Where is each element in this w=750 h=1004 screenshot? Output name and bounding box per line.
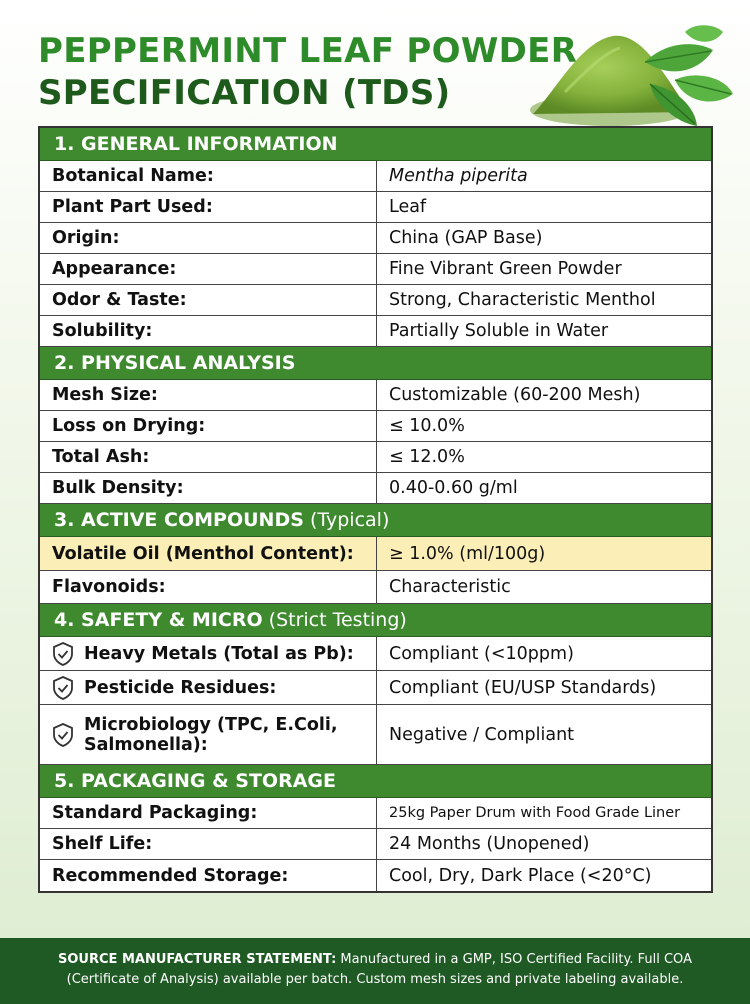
table-row: Solubility: Partially Soluble in Water [40, 316, 711, 347]
table-row: Heavy Metals (Total as Pb): Compliant (<10ppm) [40, 637, 711, 671]
table-row: Pesticide Residues: Compliant (EU/USP Standards) [40, 671, 711, 705]
table-row: Bulk Density: 0.40-0.60 g/ml [40, 473, 711, 504]
section-heading-general: 1. GENERAL INFORMATION [40, 128, 711, 161]
table-row: Mesh Size: Customizable (60-200 Mesh) [40, 380, 711, 411]
table-row-highlighted: Volatile Oil (Menthol Content): ≥ 1.0% (ml/100g) [40, 537, 711, 571]
manufacturer-statement [0, 938, 750, 1004]
section-heading-packaging: 5. PACKAGING & STORAGE [40, 765, 711, 798]
table-row: Odor & Taste: Strong, Characteristic Menthol [40, 285, 711, 316]
title-line-2: SPECIFICATION (TDS) [38, 73, 451, 113]
statement-text-2: (Certificate of Analysis) available per batch. Custom mesh sizes and private labeling available. [66, 972, 684, 987]
statement-text-1: Manufactured in a GMP, ISO Certified Facility. Full COA [336, 952, 692, 967]
table-row: Loss on Drying: ≤ 10.0% [40, 411, 711, 442]
table-row: Recommended Storage: Cool, Dry, Dark Place (<20°C) [40, 860, 711, 891]
specification-table [38, 126, 713, 893]
statement-lead: SOURCE MANUFACTURER STATEMENT: [58, 952, 337, 967]
table-row: Plant Part Used: Leaf [40, 192, 711, 223]
table-row: Total Ash: ≤ 12.0% [40, 442, 711, 473]
section-heading-physical: 2. PHYSICAL ANALYSIS [40, 347, 711, 380]
table-row: Origin: China (GAP Base) [40, 223, 711, 254]
section-heading-safety: 4. SAFETY & MICRO (Strict Testing) [40, 604, 711, 637]
table-row: Standard Packaging: 25kg Paper Drum with Food Grade Liner [40, 798, 711, 829]
title-line-1: PEPPERMINT LEAF POWDER [38, 31, 578, 71]
powder-and-mint-leaves-image [525, 22, 735, 132]
table-row: Shelf Life: 24 Months (Unopened) [40, 829, 711, 860]
shield-check-icon [52, 723, 74, 747]
table-row: Microbiology (TPC, E.Coli, Salmonella): Negative / Compliant [40, 705, 711, 765]
section-heading-active: 3. ACTIVE COMPOUNDS (Typical) [40, 504, 711, 537]
page-title [38, 30, 577, 114]
table-row: Botanical Name: Mentha piperita [40, 161, 711, 192]
table-row: Flavonoids: Characteristic [40, 571, 711, 604]
shield-check-icon [52, 676, 74, 700]
shield-check-icon [52, 642, 74, 666]
table-row: Appearance: Fine Vibrant Green Powder [40, 254, 711, 285]
